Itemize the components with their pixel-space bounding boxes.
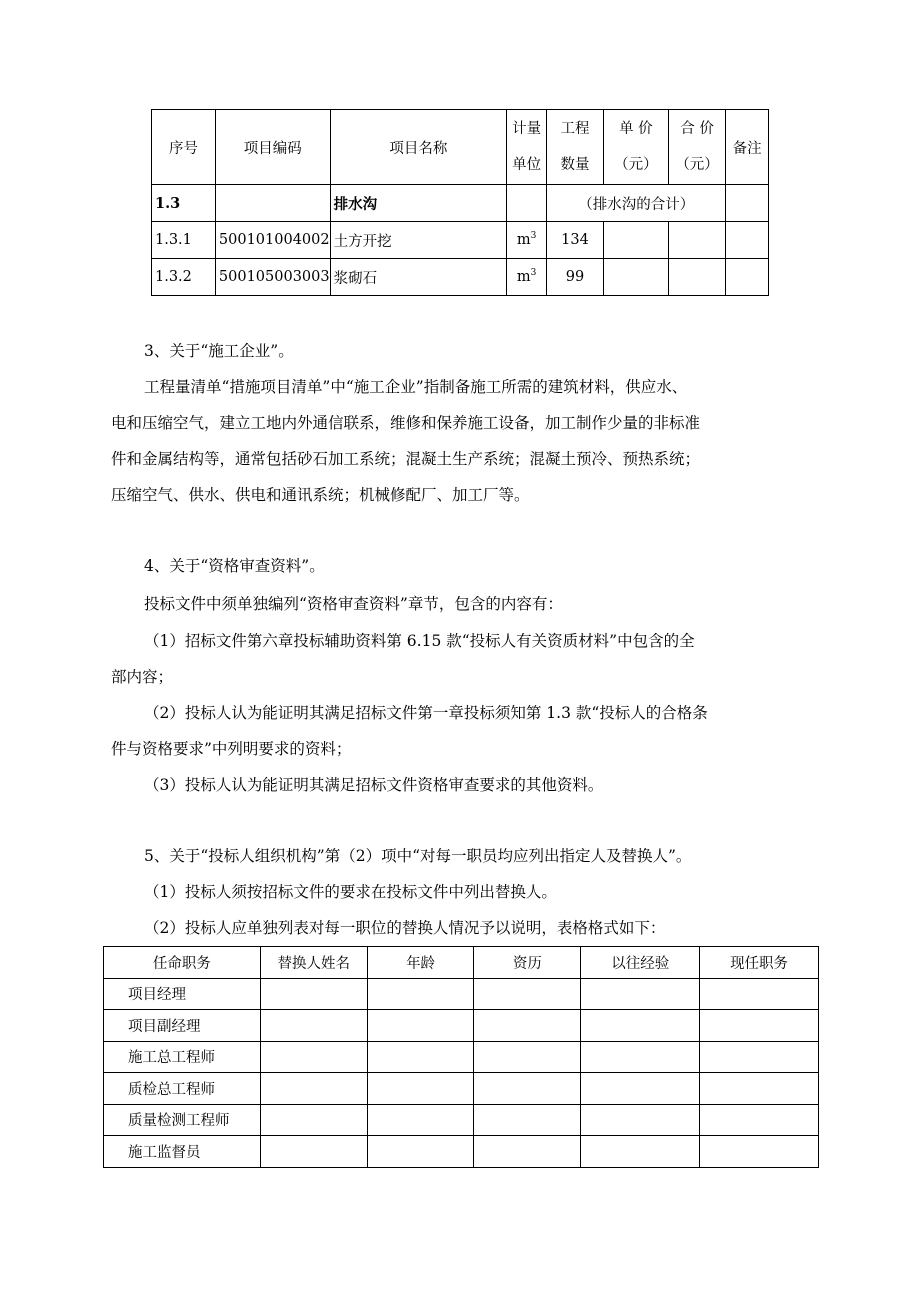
header-unit: 计量 单位 xyxy=(507,110,547,185)
section-3-line: 电和压缩空气，建立工地内外通信联系，维修和保养施工设备，加工制作少量的非标准 xyxy=(111,414,701,432)
header-qty: 工程 数量 xyxy=(547,110,604,185)
table-row xyxy=(104,1104,819,1136)
header-name: 项目名称 xyxy=(330,110,507,185)
cell-code: 500101004002 xyxy=(215,222,330,259)
role-cell: 施工监督员 xyxy=(104,1136,261,1168)
cell-price xyxy=(603,259,668,296)
replacement-personnel-table xyxy=(103,946,819,1168)
section-3-line: 件和金属结构等，通常包括砂石加工系统；混凝土生产系统；混凝土预冷、预热系统； xyxy=(111,450,701,468)
section-4-title: 4、关于“资格审查资料”。 xyxy=(144,557,325,575)
section-4-item-2: （2）投标人认为能证明其满足招标文件第一章投标须知第 1.3 款“投标人的合格条 xyxy=(144,704,708,722)
section-3-title: 3、关于“施工企业”。 xyxy=(144,342,294,360)
section-5-item-1: （1）投标人须按招标文件的要求在投标文件中列出替换人。 xyxy=(144,883,557,901)
header-remark: 备注 xyxy=(726,110,769,185)
cell-unit: $m^3$ xyxy=(507,222,547,259)
section-3-line: 压缩空气、供水、供电和通讯系统；机械修配厂、加工厂等。 xyxy=(111,486,530,504)
header-code: 项目编码 xyxy=(215,110,330,185)
cell-name: 浆砌石 xyxy=(330,259,507,296)
header-age: 年龄 xyxy=(367,947,474,979)
cell-unit: $m^3$ xyxy=(507,259,547,296)
table-row xyxy=(104,1136,819,1168)
cell-no: 1.3.2 xyxy=(152,259,216,296)
cell-name: 排水沟 xyxy=(330,185,507,222)
cell-unit xyxy=(507,185,547,222)
cell-name: 土方开挖 xyxy=(330,222,507,259)
cell-subtotal: （排水沟的合计） xyxy=(547,185,726,222)
header-no: 序号 xyxy=(152,110,216,185)
cell-total xyxy=(668,259,725,296)
section-4-item-1-cont: 部内容； xyxy=(111,668,174,686)
cell-no: 1.3 xyxy=(152,185,216,222)
table-row xyxy=(104,978,819,1010)
table-row xyxy=(152,185,769,222)
cell-remark xyxy=(726,222,769,259)
table-header-row xyxy=(104,947,819,979)
role-cell: 质量检测工程师 xyxy=(104,1104,261,1136)
cell-qty: 134 xyxy=(547,222,604,259)
cell-no: 1.3.1 xyxy=(152,222,216,259)
cell-price xyxy=(603,222,668,259)
role-cell: 施工总工程师 xyxy=(104,1041,261,1073)
header-current-position: 现任职务 xyxy=(700,947,819,979)
table-row xyxy=(104,1010,819,1042)
section-3-line: 工程量清单“措施项目清单”中“施工企业”指制备施工所需的建筑材料，供应水、 xyxy=(144,378,688,396)
table-row xyxy=(152,259,769,296)
role-cell: 项目经理 xyxy=(104,978,261,1010)
header-replacement-name: 替换人姓名 xyxy=(260,947,367,979)
section-4-item-2-cont: 件与资格要求”中列明要求的资料； xyxy=(111,740,352,758)
header-qualifications: 资历 xyxy=(474,947,581,979)
table-row xyxy=(152,222,769,259)
header-total: 合 价 （元） xyxy=(668,110,725,185)
cell-qty: 99 xyxy=(547,259,604,296)
cell-total xyxy=(668,222,725,259)
header-price: 单 价 （元） xyxy=(603,110,668,185)
role-cell: 项目副经理 xyxy=(104,1010,261,1042)
header-past-experience: 以往经验 xyxy=(581,947,700,979)
cell-code xyxy=(215,185,330,222)
section-5-title: 5、关于“投标人组织机构”第（2）项中“对每一职员均应列出指定人及替换人”。 xyxy=(144,847,692,865)
table-header-row xyxy=(152,110,769,185)
section-4-line: 投标文件中须单独编列“资格审查资料”章节，包含的内容有： xyxy=(144,595,563,613)
section-4-item-3: （3）投标人认为能证明其满足招标文件资格审查要求的其他资料。 xyxy=(144,776,604,794)
header-position: 任命职务 xyxy=(104,947,261,979)
section-5-item-2: （2）投标人应单独列表对每一职位的替换人情况予以说明，表格格式如下： xyxy=(144,919,666,937)
cell-code: 500105003003 xyxy=(215,259,330,296)
table-row xyxy=(104,1073,819,1105)
role-cell: 质检总工程师 xyxy=(104,1073,261,1105)
cell-remark xyxy=(726,259,769,296)
bill-of-quantities-table xyxy=(151,109,769,296)
cell-remark xyxy=(726,185,769,222)
section-4-item-1: （1）招标文件第六章投标辅助资料第 6.15 款“投标人有关资质材料”中包含的全 xyxy=(144,632,695,650)
table-row xyxy=(104,1041,819,1073)
